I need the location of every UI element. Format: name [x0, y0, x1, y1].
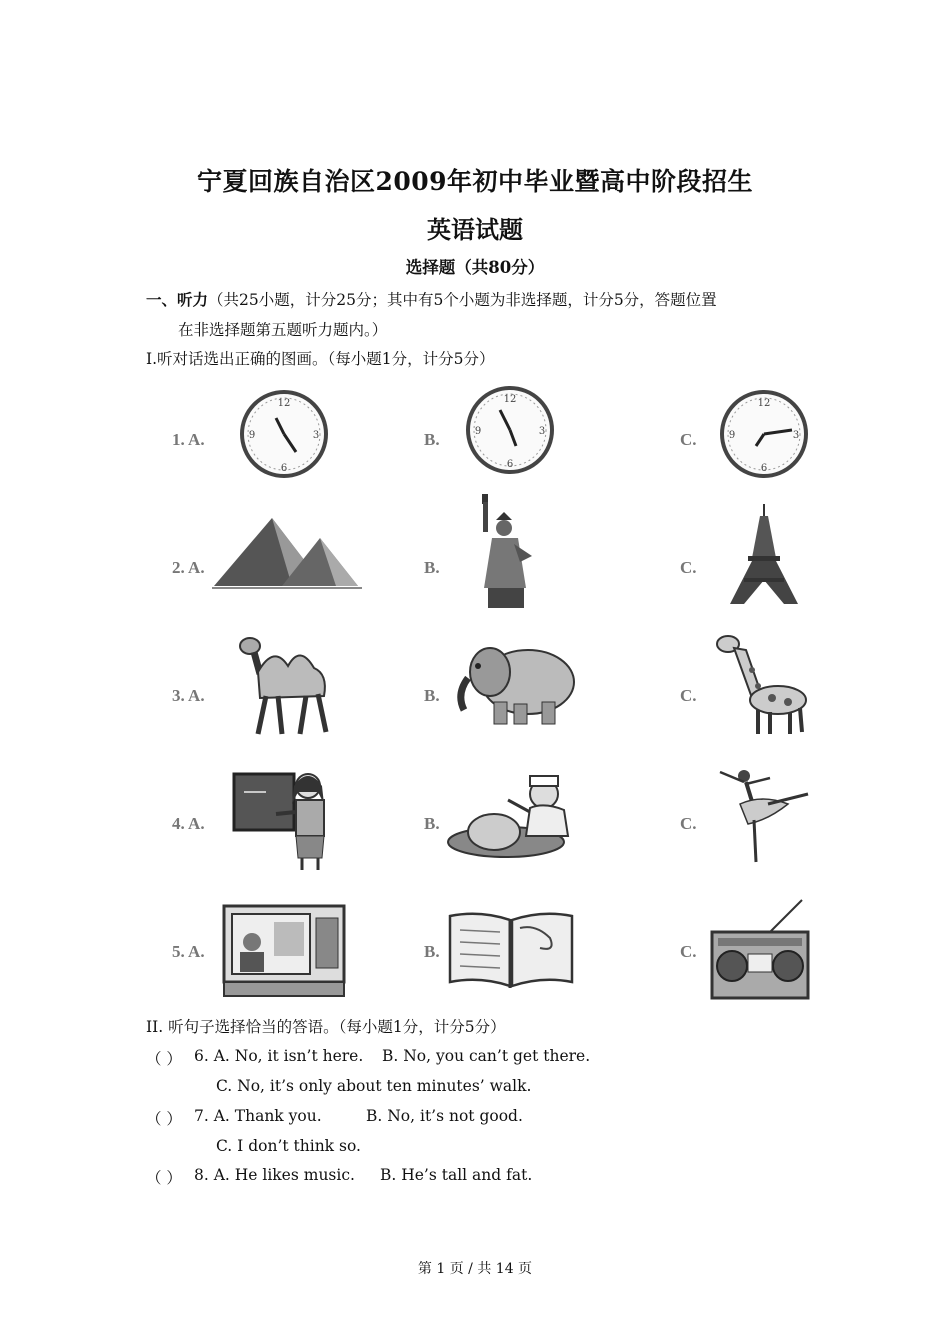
option-label: 5. A. — [172, 942, 205, 961]
option-label: 2. A. — [172, 558, 205, 577]
television-icon — [222, 904, 346, 998]
teacher-icon — [232, 768, 332, 872]
question-6 — [146, 1047, 182, 1069]
svg-text:9: 9 — [728, 430, 736, 441]
question-7-option-a: 7. A. Thank you. — [194, 1107, 322, 1125]
listening-heading-line — [146, 288, 717, 310]
svg-text:12: 12 — [757, 398, 771, 409]
camel-icon — [230, 630, 336, 738]
dancer-icon — [708, 768, 812, 866]
option-label: B. — [424, 430, 440, 449]
clock-icon — [238, 388, 330, 480]
option-label: 1. A. — [172, 430, 205, 449]
option-label: C. — [680, 814, 697, 833]
answer-bracket[interactable]: （ ） — [146, 1110, 182, 1128]
question-6-option-c: C. No, it’s only about ten minutes’ walk. — [216, 1077, 532, 1095]
question-6-option-b: B. No, you can’t get there. — [382, 1047, 591, 1065]
part2-instruction: II. 听句子选择恰当的答语。（每小题1分，计分5分） — [146, 1018, 506, 1036]
svg-text:6: 6 — [506, 459, 514, 470]
subject-title: 英语试题 — [427, 215, 523, 244]
option-label: 4. A. — [172, 814, 205, 833]
svg-text:9: 9 — [248, 430, 256, 441]
question-8 — [146, 1166, 182, 1188]
svg-text:12: 12 — [277, 398, 291, 409]
book-icon — [446, 908, 576, 992]
listening-heading: 一、听力 — [146, 290, 209, 309]
option-label: C. — [680, 558, 697, 577]
option-label: C. — [680, 686, 697, 705]
listening-description-cont: 在非选择题第五题听力题内。） — [178, 321, 388, 339]
svg-text:3: 3 — [312, 430, 320, 441]
question-7-option-b: B. No, it’s not good. — [366, 1107, 523, 1125]
option-label: B. — [424, 942, 440, 961]
option-label: B. — [424, 686, 440, 705]
option-label: 3. A. — [172, 686, 205, 705]
giraffe-icon — [712, 630, 812, 736]
eiffel-tower-icon — [726, 502, 802, 606]
question-8-option-a: 8. A. He likes music. — [194, 1166, 355, 1184]
question-7-option-c: C. I don’t think so. — [216, 1137, 361, 1155]
svg-text:6: 6 — [760, 463, 768, 474]
clock-icon — [718, 388, 810, 480]
question-8-option-b: B. He’s tall and fat. — [380, 1166, 533, 1184]
radio-icon — [708, 898, 812, 1002]
question-7 — [146, 1107, 182, 1129]
option-label: C. — [680, 430, 697, 449]
question-6-option-a: 6. A. No, it isn’t here. — [194, 1047, 364, 1065]
pyramids-icon — [212, 508, 362, 592]
page-title: 宁夏回族自治区2009年初中毕业暨高中阶段招生 — [196, 167, 754, 196]
listening-description: （共25小题，计分25分；其中有5个小题为非选择题，计分5分，答题位置 — [208, 291, 717, 309]
option-label: B. — [424, 558, 440, 577]
svg-text:9: 9 — [474, 426, 482, 437]
option-label: B. — [424, 814, 440, 833]
svg-text:6: 6 — [280, 463, 288, 474]
statue-of-liberty-icon — [470, 492, 550, 610]
answer-bracket[interactable]: （ ） — [146, 1050, 182, 1068]
option-label: C. — [680, 942, 697, 961]
clock-icon — [464, 384, 556, 476]
svg-text:3: 3 — [538, 426, 546, 437]
elephant-icon — [454, 636, 578, 728]
section-subtitle: 选择题（共80分） — [405, 258, 545, 277]
answer-bracket[interactable]: （ ） — [146, 1169, 182, 1187]
nurse-icon — [446, 772, 576, 860]
svg-text:12: 12 — [503, 394, 517, 405]
svg-text:3: 3 — [792, 430, 800, 441]
part1-instruction: Ⅰ.听对话选出正确的图画。（每小题1分，计分5分） — [146, 350, 495, 368]
page-number: 第 1 页 / 共 14 页 — [417, 1261, 533, 1277]
